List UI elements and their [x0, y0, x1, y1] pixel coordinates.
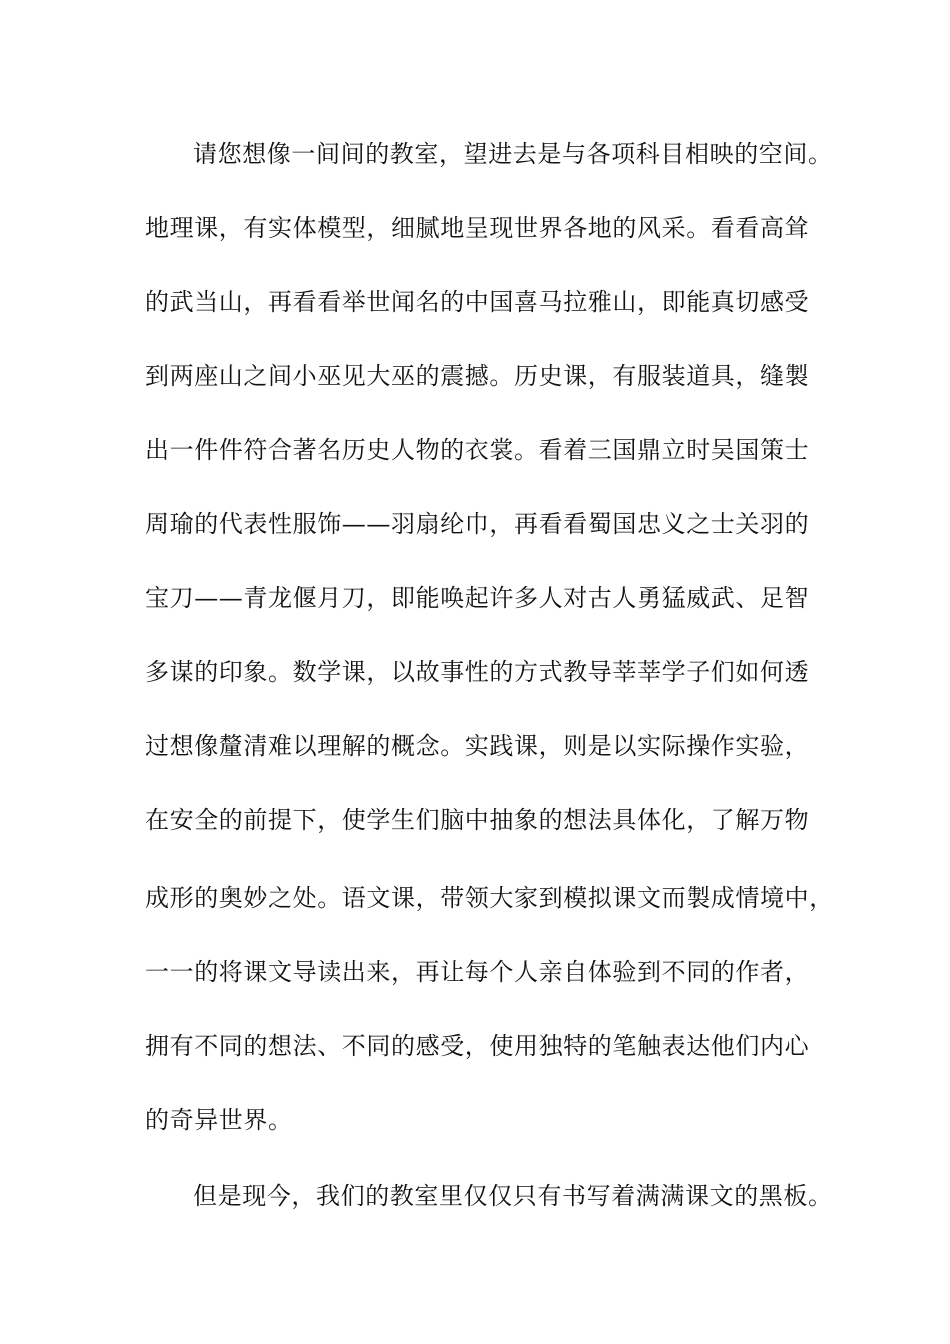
text-line: 但是现今，我们的教室里仅仅只有书写着满满课文的黑板。 [193, 1182, 833, 1210]
text-line: 一一的将课文导读出来，再让每个人亲自体验到不同的作者， [145, 958, 810, 986]
text-line: 出一件件符合著名历史人物的衣裳。看着三国鼎立时吴国策士 [145, 436, 810, 464]
text-line: 成形的奥妙之处。语文课，带领大家到模拟课文而製成情境中， [145, 884, 834, 912]
text-line: 到两座山之间小巫见大巫的震撼。历史课，有服装道具，缝製 [145, 362, 810, 390]
text-line: 的武当山，再看看举世闻名的中国喜马拉雅山，即能真切感受 [145, 288, 810, 316]
text-line: 在安全的前提下，使学生们脑中抽象的想法具体化，了解万物 [145, 806, 810, 834]
text-line: 请您想像一间间的教室，望进去是与各项科目相映的空间。 [193, 140, 833, 168]
text-line: 拥有不同的想法、不同的感受，使用独特的笔触表达他们内心 [145, 1032, 810, 1060]
text-line: 周瑜的代表性服饰——羽扇纶巾，再看看蜀国忠义之士关羽的 [145, 510, 810, 538]
text-line: 过想像釐清难以理解的概念。实践课，则是以实际操作实验， [145, 732, 810, 760]
text-line: 的奇异世界。 [145, 1106, 293, 1134]
text-line: 多谋的印象。数学课，以故事性的方式教导莘莘学子们如何透 [145, 658, 810, 686]
text-line: 宝刀——青龙偃月刀，即能唤起许多人对古人勇猛威武、足智 [145, 584, 810, 612]
text-line: 地理课，有实体模型，细腻地呈现世界各地的风采。看看高耸 [145, 214, 810, 242]
